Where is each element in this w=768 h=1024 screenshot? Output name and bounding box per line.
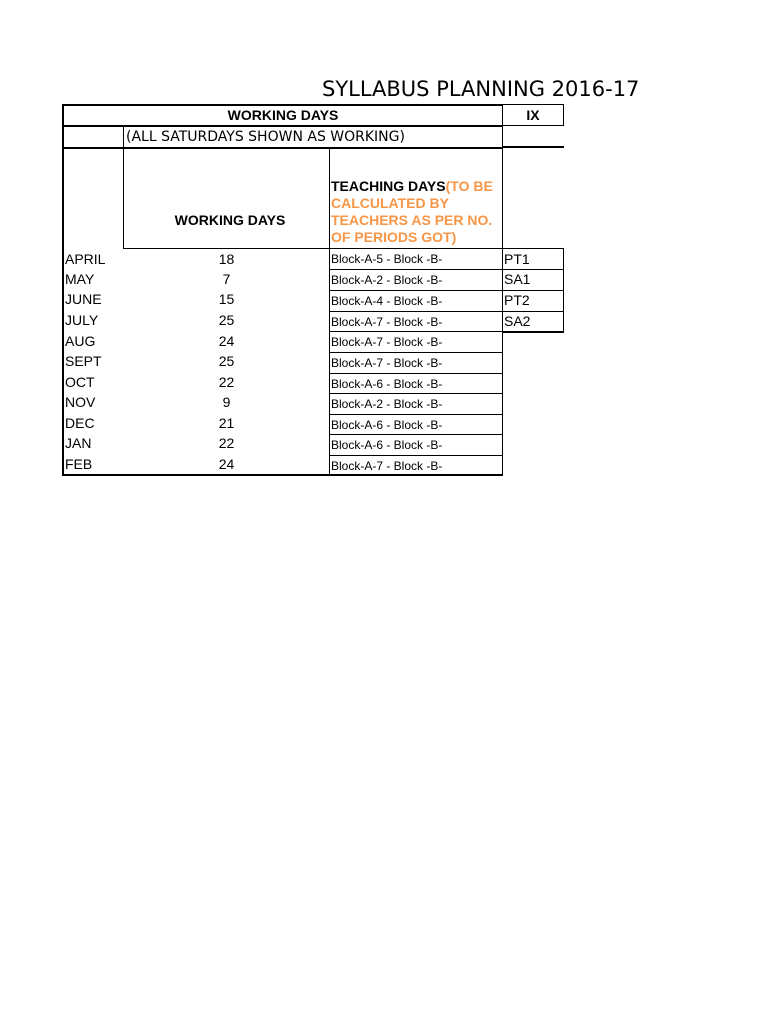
month-cell: DEC — [65, 415, 95, 431]
working-days-cell: 25 — [218, 353, 235, 369]
class-header: IX — [526, 107, 540, 123]
month-cell: APRIL — [65, 251, 106, 267]
teaching-cell: Block-A-7 - Block -B- — [331, 335, 443, 349]
teaching-cell: Block-A-4 - Block -B- — [331, 294, 443, 308]
teaching-cell: Block-A-5 - Block -B- — [331, 252, 443, 266]
month-cell: JUNE — [65, 291, 102, 307]
teaching-cell: Block-A-6 - Block -B- — [331, 418, 443, 432]
teaching-cell: Block-A-2 - Block -B- — [331, 397, 443, 411]
grid-line — [563, 249, 564, 333]
month-cell: MAY — [65, 271, 95, 287]
grid-line — [62, 147, 502, 149]
working-days-cell: 9 — [222, 394, 231, 410]
grid-line — [563, 104, 564, 126]
month-cell: AUG — [65, 333, 96, 349]
teaching-cell: Block-A-2 - Block -B- — [331, 273, 443, 287]
col-teaching-days — [330, 178, 502, 248]
month-cell: JULY — [65, 312, 99, 328]
exam-cell: PT2 — [504, 292, 530, 308]
grid-line — [62, 474, 503, 476]
month-cell: JAN — [65, 435, 92, 451]
sheet-title-text: SYLLABUS PLANNING 2016-17 — [322, 77, 640, 101]
grid-line — [502, 146, 564, 148]
teaching-cell: Block-A-7 - Block -B- — [331, 315, 443, 329]
working-days-cell: 25 — [218, 312, 235, 328]
teaching-days-label: TEACHING DAYS — [331, 178, 446, 194]
working-days-cell: 7 — [222, 271, 231, 287]
teaching-cell: Block-A-6 - Block -B- — [331, 377, 443, 391]
saturday-note: (ALL SATURDAYS SHOWN AS WORKING) — [126, 129, 405, 145]
working-days-cell: 22 — [218, 374, 235, 390]
exam-cell: SA1 — [504, 271, 531, 287]
exam-cell: SA2 — [504, 313, 531, 329]
working-days-header: WORKING DAYS — [227, 107, 339, 123]
teaching-cell: Block-A-6 - Block -B- — [331, 438, 443, 452]
grid-line — [502, 125, 564, 126]
working-days-cell: 24 — [218, 333, 235, 349]
col-working-days: WORKING DAYS — [174, 212, 286, 228]
working-days-cell: 18 — [218, 251, 235, 267]
working-days-cell: 24 — [218, 456, 235, 472]
working-days-cell: 22 — [218, 435, 235, 451]
working-days-cell: 15 — [218, 291, 235, 307]
month-cell: NOV — [65, 394, 96, 410]
teaching-days-note: (TO BE CALCULATED BY TEACHERS AS PER NO. OF PERIODS GOT) — [331, 178, 493, 245]
month-cell: OCT — [65, 374, 95, 390]
grid-line — [502, 331, 564, 333]
teaching-cell: Block-A-7 - Block -B- — [331, 356, 443, 370]
month-cell: SEPT — [65, 353, 102, 369]
working-days-cell: 21 — [218, 415, 235, 431]
exam-cell: PT1 — [504, 251, 530, 267]
teaching-cell: Block-A-7 - Block -B- — [331, 459, 443, 473]
month-cell: FEB — [65, 456, 93, 472]
